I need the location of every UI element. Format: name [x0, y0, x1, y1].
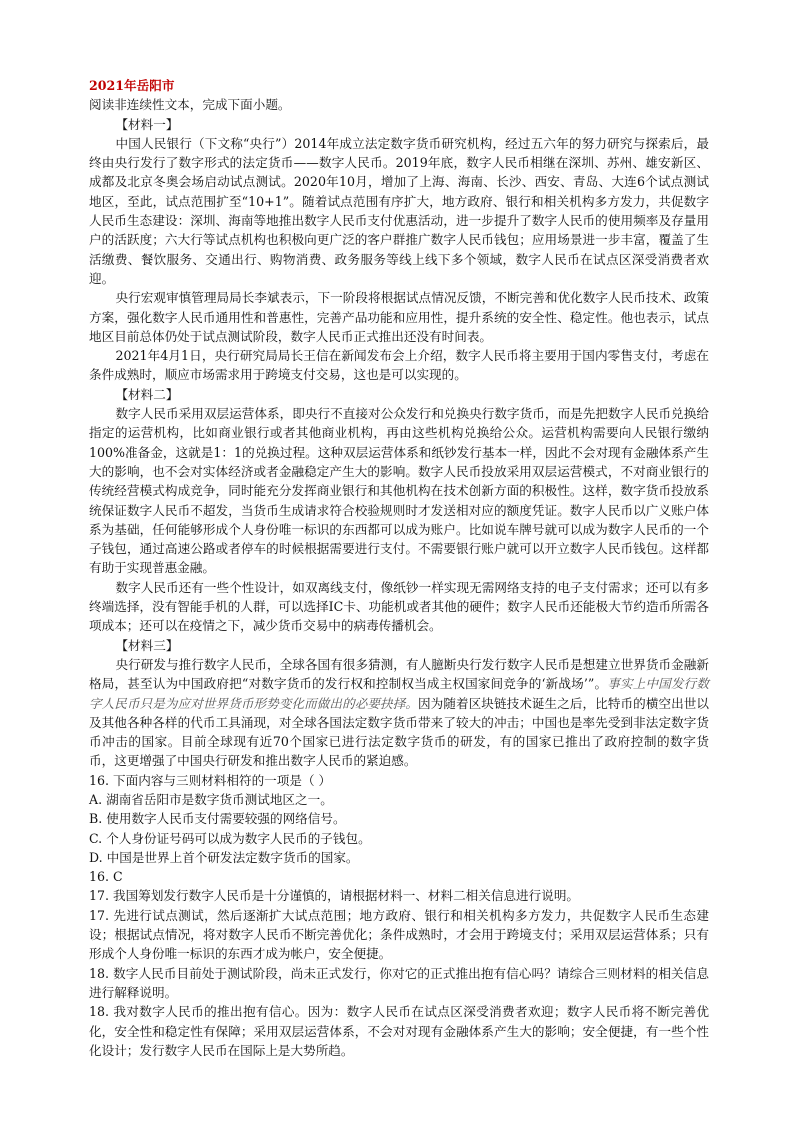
option-b: B. 使用数字人民币支付需要较强的网络信号。: [89, 811, 346, 827]
option-c: C. 个人身份证号码可以成为数字人民币的子钱包。: [89, 830, 371, 846]
material-2-paragraph-1: 数字人民币采用双层运营体系，即央行不直接对公众发行和兑换央行数字货币，而是先把数字人民币兑换给指定的运营机构，比如商业银行或者其他商业机构，再由这些机构兑换给公众。运营机构需要向人民银行缴纳100%准备金，这就是1：1的兑换过程。这种双层运营体系和纸钞发行基本一样，因此不会对现有金融体系产生大的影响，也不会对实体经济或者金融稳定产生大的影响。数字人民币投放采用双层运营模式，不对商业银行的传统经营模式构成竞争，同时能充分发挥商业银行和其他机构在技术创新方面的积极性。这样，数字货币投放系统保证数字人民币不超发，当货币生成请求符合校验规则时才发送相对应的额度凭证。数字人民币以广义账户体系为基础，任何能够形成个人身份唯一标识的东西都可以成为账户。比如说车牌号就可以成为数字人民币的一个子钱包，通过高速公路或者停车的时候根据需要进行支付。不需要银行账户就可以开立数字人民币钱包。这样都有助于实现普惠金融。: [89, 406, 709, 576]
answer-18: 18. 我对数字人民币的推出抱有信心。因为：数字人民币在试点区深受消费者欢迎；数字人民币将不断完善优化，安全性和稳定性有保障；采用双层运营体系，不会对对现有金融体系产生大的影响；安全便捷，有一些个性化设计；发行数字人民币在国际上是大势所趋。: [89, 1004, 709, 1058]
instruction-text: 阅读非连续性文本，完成下面小题。: [89, 97, 291, 113]
question-16: 16. 下面内容与三则材料相符的一项是（ ）: [89, 772, 332, 788]
material-1-paragraph-2: 央行宏观审慎管理局局长李斌表示，下一阶段将根据试点情况反馈，不断完善和优化数字人民币技术、政策方案，强化数字人民币通用性和普惠性，完善产品功能和应用性，提升系统的安全性、稳定性。他也表示，试点地区目前总体仍处于试点测试阶段，数字人民币正式推出还没有时间表。: [89, 290, 709, 344]
material-2-paragraph-2: 数字人民币还有一些个性设计，如双离线支付，像纸钞一样实现无需网络支持的电子支付需求；还可以有多终端选择，没有智能手机的人群，可以选择IC卡、功能机或者其他的硬件；数字人民币还能极大节约造币所需各项成本；还可以在疫情之下，减少货币交易中的病毒传播机会。: [89, 579, 709, 634]
material-1-heading: 【材料一】: [115, 116, 179, 132]
material-1-paragraph-3: 2021年4月1日，央行研究局局长王信在新闻发布会上介绍，数字人民币将主要用于国内零售支付，考虑在条件成熟时，顺应市场需求用于跨境支付交易，这也是可以实现的。: [89, 348, 709, 383]
answer-17: 17. 先进行试点测试，然后逐渐扩大试点范围；地方政府、银行和相关机构多方发力，共促数字人民币生态建设；根据试点情况，将对数字人民币不断完善优化；条件成熟时，才会用于跨境支付；采用双层运营体系；只有形成个人身份唯一标识的东西才成为帐户，安全便捷。: [89, 907, 709, 962]
answer-16: 16. C: [89, 869, 123, 885]
material-2-heading: 【材料二】: [115, 386, 179, 402]
option-d: D. 中国是世界上首个研发法定数字货币的国家。: [89, 849, 359, 865]
material-3-part-c: 因为随着区块链技术诞生之后，比特币的横空出世以及其他各种各样的代币工具涌现，对全球各国法定数字货币带来了较大的冲击；中国也是率先受到非法定数字货币冲击的国家。目前全球现有近70个国家已进行法定数字货币的研发，有的国家已推出了政府控制的数字货币，这更增强了中国央行研发和推出数字人民币的紧迫感。: [89, 695, 710, 769]
material-3-heading: 【材料三】: [115, 637, 179, 653]
document-page: [89, 76, 709, 1060]
option-a: A. 湖南省岳阳市是数字货币测试地区之一。: [89, 791, 333, 807]
material-3-part-b: 事实上中国发行数字人民币只是为应对世界货币形势变化而做出的必要抉择。: [89, 676, 709, 711]
question-18: 18. 数字人民币目前处于测试阶段，尚未正式发行，你对它的正式推出抱有信心吗？请综合三则材料的相关信息进行解释说明。: [89, 965, 709, 1000]
material-1-paragraph-1: 中国人民银行（下文称“央行”）2014年成立法定数字货币研究机构，经过五六年的努力研究与探索后，最终由央行发行了数字形式的法定货币——数字人民币。2019年底，数字人民币相继在深圳、苏州、雄安新区、成都及北京冬奥会场启动试点测试。2020年10月，增加了上海、海南、长沙、西安、青岛、大连6个试点测试地区，至此，试点范围扩至“10+1”。随着试点范围有序扩大，地方政府、银行和相关机构多方发力，共促数字人民币生态建设：深圳、海南等地推出数字人民币支付优惠活动，进一步提升了数字人民币的使用频率及存量用户的活跃度；六大行等试点机构也积极向更广泛的客户群推广数字人民币钱包；应用场景进一步丰富，覆盖了生活缴费、餐饮服务、交通出行、购物消费、政务服务等线上线下多个领域，数字人民币在试点区深受消费者欢迎。: [89, 135, 709, 286]
material-3-part-a: 央行研发与推行数字人民币，全球各国有很多猜测，有人臆断央行发行数字人民币是想建立世界货币金融新格局，甚至认为中国政府把“对数字货币的发行权和控制权当成主权国家间竞争的‘新战场’”。: [89, 656, 709, 692]
material-3-paragraph: [89, 655, 709, 771]
document-title: 2021年岳阳市: [89, 78, 175, 93]
question-17: 17. 我国筹划发行数字人民币是十分谨慎的，请根据材料一、材料二相关信息进行说明。: [89, 888, 580, 904]
